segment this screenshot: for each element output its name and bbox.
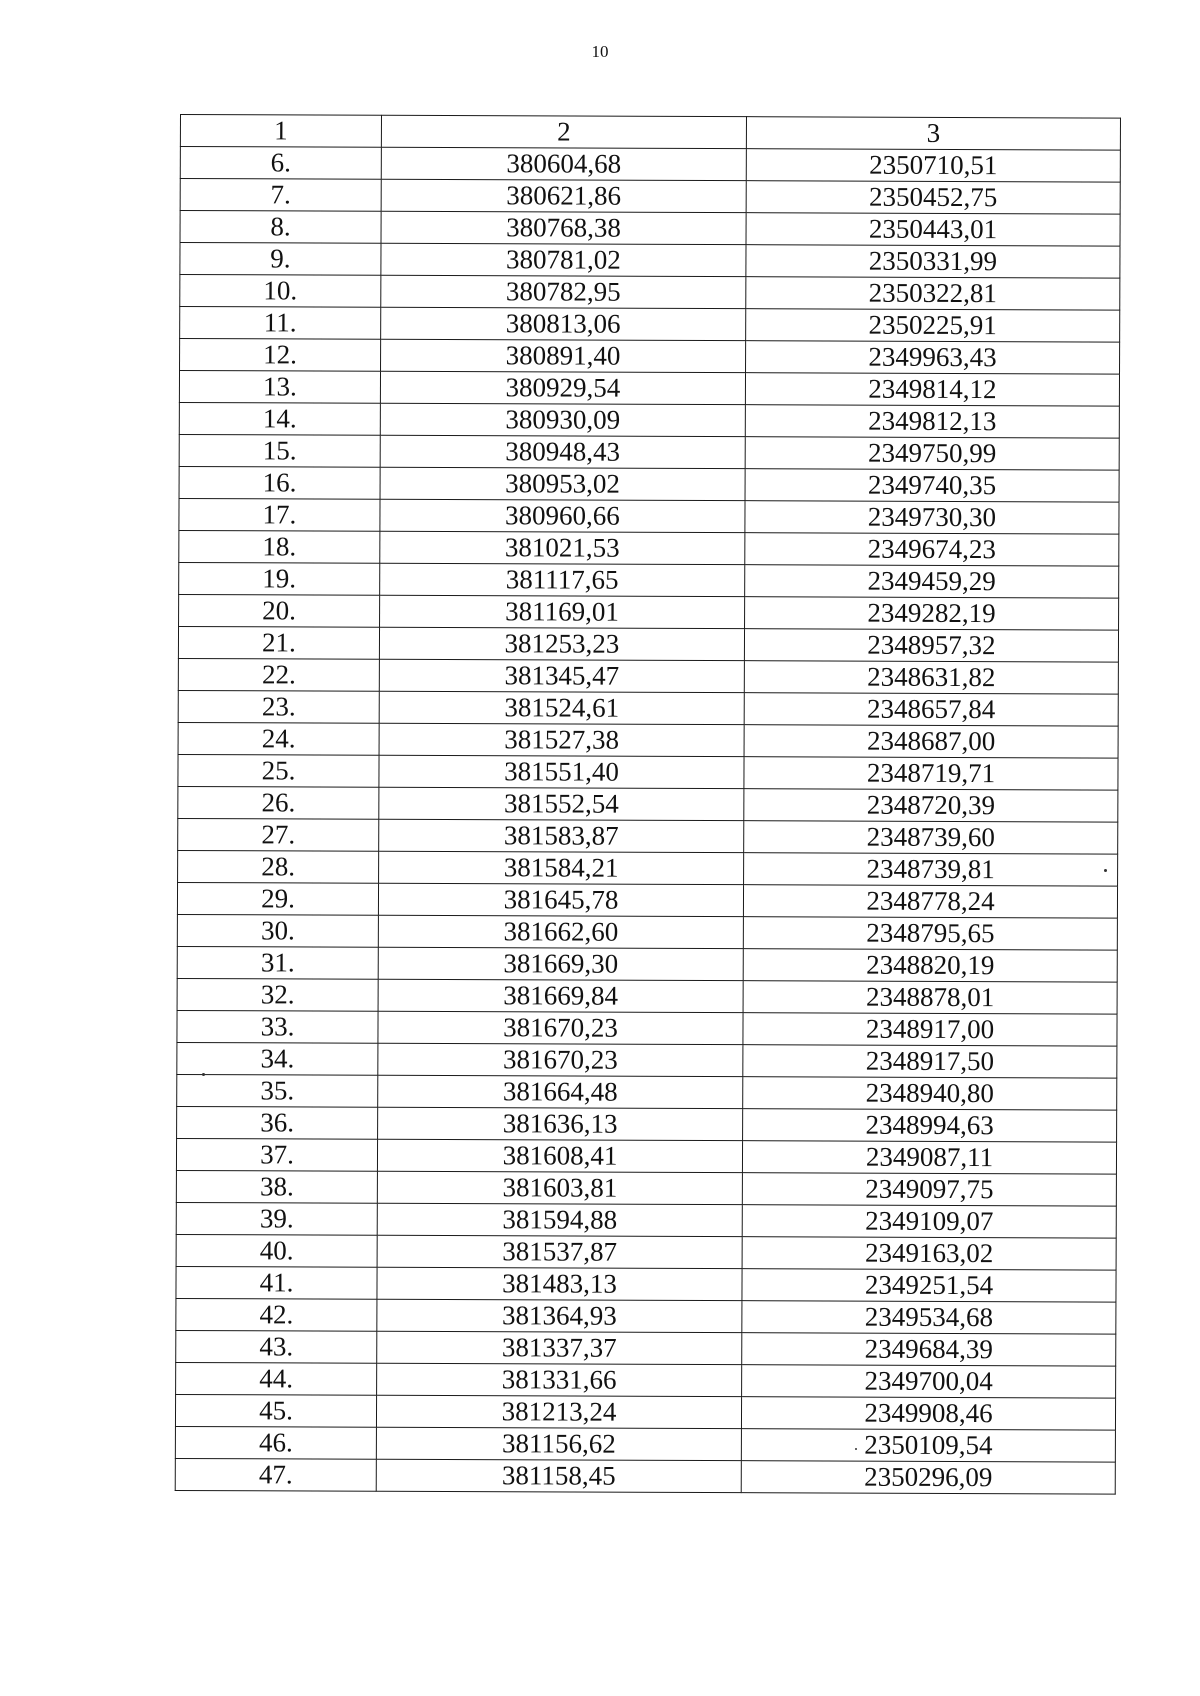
point-number-cell: 20. — [179, 594, 380, 627]
table-row — [176, 1234, 1116, 1270]
point-number-cell: 40. — [176, 1234, 377, 1267]
point-number-cell: 21. — [178, 626, 379, 659]
x-coordinate-cell: 381669,84 — [378, 979, 743, 1012]
y-coordinate-cell: 2349908,46 — [741, 1397, 1115, 1430]
table-header — [180, 115, 1120, 151]
point-number-cell: 26. — [178, 786, 379, 819]
point-number-cell: 46. — [175, 1426, 376, 1459]
point-number-cell: 7. — [180, 179, 381, 212]
y-coordinate-cell: 2350452,75 — [746, 181, 1120, 214]
x-coordinate-cell: 381158,45 — [376, 1459, 741, 1492]
header-row — [180, 115, 1120, 151]
table-row — [177, 1010, 1117, 1046]
point-number-cell: 23. — [178, 690, 379, 723]
table-row — [178, 850, 1118, 886]
x-coordinate-cell: 381169,01 — [380, 595, 745, 628]
y-coordinate-cell: 2350322,81 — [746, 277, 1120, 310]
point-number-cell: 47. — [175, 1458, 376, 1491]
y-coordinate-cell: 2348917,00 — [743, 1013, 1117, 1046]
y-coordinate-cell: 2348957,32 — [744, 629, 1118, 662]
x-coordinate-cell: 381670,23 — [378, 1043, 743, 1076]
x-coordinate-cell: 381584,21 — [379, 851, 744, 884]
point-number-cell: 12. — [180, 339, 381, 372]
y-coordinate-cell: 2348878,01 — [743, 981, 1117, 1014]
y-coordinate-cell: 2348687,00 — [744, 725, 1118, 758]
table-row — [178, 722, 1118, 758]
table-row — [178, 786, 1118, 822]
table-row — [179, 371, 1119, 407]
x-coordinate-cell: 381603,81 — [377, 1171, 742, 1204]
table-row — [176, 1298, 1116, 1334]
table-row — [177, 882, 1117, 918]
x-coordinate-cell: 381670,23 — [378, 1011, 743, 1044]
point-number-cell: 8. — [180, 211, 381, 244]
y-coordinate-cell: 2349109,07 — [742, 1205, 1116, 1238]
x-coordinate-cell: 381608,41 — [377, 1139, 742, 1172]
x-coordinate-cell: 381253,23 — [379, 627, 744, 660]
y-coordinate-cell: 2349534,68 — [742, 1301, 1116, 1334]
table-row — [180, 147, 1120, 183]
table-row — [177, 1042, 1117, 1078]
table-row — [177, 1074, 1117, 1110]
y-coordinate-cell: 2349282,19 — [745, 597, 1119, 630]
table-row — [178, 626, 1118, 662]
x-coordinate-cell: 381662,60 — [378, 915, 743, 948]
x-coordinate-cell: 381669,30 — [378, 947, 743, 980]
point-number-cell: 9. — [180, 243, 381, 276]
y-coordinate-cell: 2349963,43 — [746, 341, 1120, 374]
y-coordinate-cell: 2350109,54 — [741, 1429, 1115, 1462]
y-coordinate-cell: 2349814,12 — [745, 373, 1119, 406]
header-cell-3: 3 — [746, 117, 1120, 150]
x-coordinate-cell: 381524,61 — [379, 691, 744, 724]
table-row — [180, 275, 1120, 311]
table-row — [180, 179, 1120, 215]
y-coordinate-cell: 2348719,71 — [744, 757, 1118, 790]
point-number-cell: 38. — [176, 1170, 377, 1203]
y-coordinate-cell: 2349812,13 — [745, 405, 1119, 438]
table-row — [179, 498, 1119, 534]
y-coordinate-cell: 2348940,80 — [743, 1077, 1117, 1110]
x-coordinate-cell: 381483,13 — [377, 1267, 742, 1300]
table-row — [179, 594, 1119, 630]
x-coordinate-cell: 381117,65 — [380, 563, 745, 596]
table-row — [179, 434, 1119, 470]
x-coordinate-cell: 380621,86 — [381, 179, 746, 212]
x-coordinate-cell: 381594,88 — [377, 1203, 742, 1236]
point-number-cell: 42. — [176, 1298, 377, 1331]
x-coordinate-cell: 381345,47 — [379, 659, 744, 692]
x-coordinate-cell: 381527,38 — [379, 723, 744, 756]
x-coordinate-cell: 381636,13 — [378, 1107, 743, 1140]
y-coordinate-cell: 2350443,01 — [746, 213, 1120, 246]
table-row — [179, 562, 1119, 598]
x-coordinate-cell: 380782,95 — [381, 275, 746, 308]
y-coordinate-cell: 2349750,99 — [745, 437, 1119, 470]
point-number-cell: 16. — [179, 466, 380, 499]
point-number-cell: 45. — [175, 1394, 376, 1427]
y-coordinate-cell: 2349097,75 — [742, 1173, 1116, 1206]
x-coordinate-cell: 381664,48 — [378, 1075, 743, 1108]
point-number-cell: 41. — [176, 1266, 377, 1299]
table-row — [179, 466, 1119, 502]
point-number-cell: 28. — [178, 850, 379, 883]
point-number-cell: 37. — [176, 1138, 377, 1171]
x-coordinate-cell: 380948,43 — [380, 435, 745, 468]
table-row — [176, 1266, 1116, 1302]
table-row — [177, 1106, 1117, 1142]
point-number-cell: 29. — [177, 882, 378, 915]
x-coordinate-cell: 380891,40 — [381, 339, 746, 372]
table-row — [175, 1458, 1115, 1494]
point-number-cell: 31. — [177, 946, 378, 979]
x-coordinate-cell: 381156,62 — [376, 1427, 741, 1460]
y-coordinate-cell: 2349700,04 — [742, 1365, 1116, 1398]
table-row — [178, 818, 1118, 854]
x-coordinate-cell: 381645,78 — [378, 883, 743, 916]
scan-speck — [202, 1073, 205, 1076]
point-number-cell: 35. — [177, 1074, 378, 1107]
table-row — [178, 754, 1118, 790]
table-row — [177, 914, 1117, 950]
x-coordinate-cell: 380930,09 — [380, 403, 745, 436]
x-coordinate-cell: 380768,38 — [381, 211, 746, 244]
x-coordinate-cell: 381337,37 — [377, 1331, 742, 1364]
point-number-cell: 18. — [179, 530, 380, 563]
table-row — [177, 946, 1117, 982]
y-coordinate-cell: 2348795,65 — [743, 917, 1117, 950]
x-coordinate-cell: 381551,40 — [379, 755, 744, 788]
table-row — [176, 1202, 1116, 1238]
table-row — [175, 1394, 1115, 1430]
y-coordinate-cell: 2350296,09 — [741, 1461, 1115, 1494]
x-coordinate-cell: 380604,68 — [381, 147, 746, 180]
x-coordinate-cell: 380929,54 — [380, 371, 745, 404]
page-number: 10 — [591, 42, 609, 61]
table-row — [176, 1170, 1116, 1206]
table-row — [180, 307, 1120, 343]
y-coordinate-cell: 2349251,54 — [742, 1269, 1116, 1302]
y-coordinate-cell: 2348739,60 — [744, 821, 1118, 854]
point-number-cell: 32. — [177, 978, 378, 1011]
y-coordinate-cell: 2348820,19 — [743, 949, 1117, 982]
y-coordinate-cell: 2349163,02 — [742, 1237, 1116, 1270]
table-row — [175, 1426, 1115, 1462]
x-coordinate-cell: 381021,53 — [380, 531, 745, 564]
x-coordinate-cell: 381364,93 — [377, 1299, 742, 1332]
point-number-cell: 19. — [179, 562, 380, 595]
table-row — [178, 658, 1118, 694]
point-number-cell: 11. — [180, 307, 381, 340]
scan-speck — [1104, 869, 1107, 872]
table-row — [179, 530, 1119, 566]
x-coordinate-cell: 380781,02 — [381, 243, 746, 276]
y-coordinate-cell: 2348778,24 — [743, 885, 1117, 918]
point-number-cell: 6. — [180, 147, 381, 180]
table-row — [176, 1330, 1116, 1366]
point-number-cell: 44. — [176, 1362, 377, 1395]
point-number-cell: 17. — [179, 498, 380, 531]
point-number-cell: 13. — [179, 371, 380, 404]
table-row — [176, 1138, 1116, 1174]
y-coordinate-cell: 2349087,11 — [742, 1141, 1116, 1174]
y-coordinate-cell: 2348917,50 — [743, 1045, 1117, 1078]
y-coordinate-cell: 2350331,99 — [746, 245, 1120, 278]
point-number-cell: 33. — [177, 1010, 378, 1043]
y-coordinate-cell: 2348657,84 — [744, 693, 1118, 726]
y-coordinate-cell: 2349740,35 — [745, 469, 1119, 502]
point-number-cell: 39. — [176, 1202, 377, 1235]
x-coordinate-cell: 380953,02 — [380, 467, 745, 500]
y-coordinate-cell: 2349730,30 — [745, 501, 1119, 534]
table-row — [177, 978, 1117, 1014]
point-number-cell: 27. — [178, 818, 379, 851]
x-coordinate-cell: 381552,54 — [379, 787, 744, 820]
table-row — [176, 1362, 1116, 1398]
x-coordinate-cell: 380960,66 — [380, 499, 745, 532]
point-number-cell: 22. — [178, 658, 379, 691]
y-coordinate-cell: 2349674,23 — [745, 533, 1119, 566]
point-number-cell: 25. — [178, 754, 379, 787]
y-coordinate-cell: 2348994,63 — [743, 1109, 1117, 1142]
point-number-cell: 43. — [176, 1330, 377, 1363]
table-row — [178, 690, 1118, 726]
y-coordinate-cell: 2350225,91 — [746, 309, 1120, 342]
table-row — [180, 211, 1120, 247]
y-coordinate-cell: 2350710,51 — [746, 149, 1120, 182]
x-coordinate-cell: 381537,87 — [377, 1235, 742, 1268]
coordinates-table — [175, 114, 1121, 1495]
table-row — [179, 402, 1119, 438]
point-number-cell: 36. — [177, 1106, 378, 1139]
header-cell-1: 1 — [180, 115, 381, 148]
table-row — [180, 339, 1120, 375]
x-coordinate-cell: 380813,06 — [381, 307, 746, 340]
table-row — [180, 243, 1120, 279]
y-coordinate-cell: 2349459,29 — [745, 565, 1119, 598]
table-body — [175, 147, 1120, 1495]
y-coordinate-cell: 2349684,39 — [742, 1333, 1116, 1366]
x-coordinate-cell: 381583,87 — [379, 819, 744, 852]
x-coordinate-cell: 381331,66 — [377, 1363, 742, 1396]
point-number-cell: 34. — [177, 1042, 378, 1075]
scan-speck — [855, 1448, 857, 1450]
point-number-cell: 30. — [177, 914, 378, 947]
point-number-cell: 14. — [179, 402, 380, 435]
y-coordinate-cell: 2348739,81 — [744, 853, 1118, 886]
point-number-cell: 10. — [180, 275, 381, 308]
point-number-cell: 15. — [179, 434, 380, 467]
header-cell-2: 2 — [381, 115, 746, 148]
point-number-cell: 24. — [178, 722, 379, 755]
y-coordinate-cell: 2348720,39 — [744, 789, 1118, 822]
y-coordinate-cell: 2348631,82 — [744, 661, 1118, 694]
x-coordinate-cell: 381213,24 — [376, 1395, 741, 1428]
